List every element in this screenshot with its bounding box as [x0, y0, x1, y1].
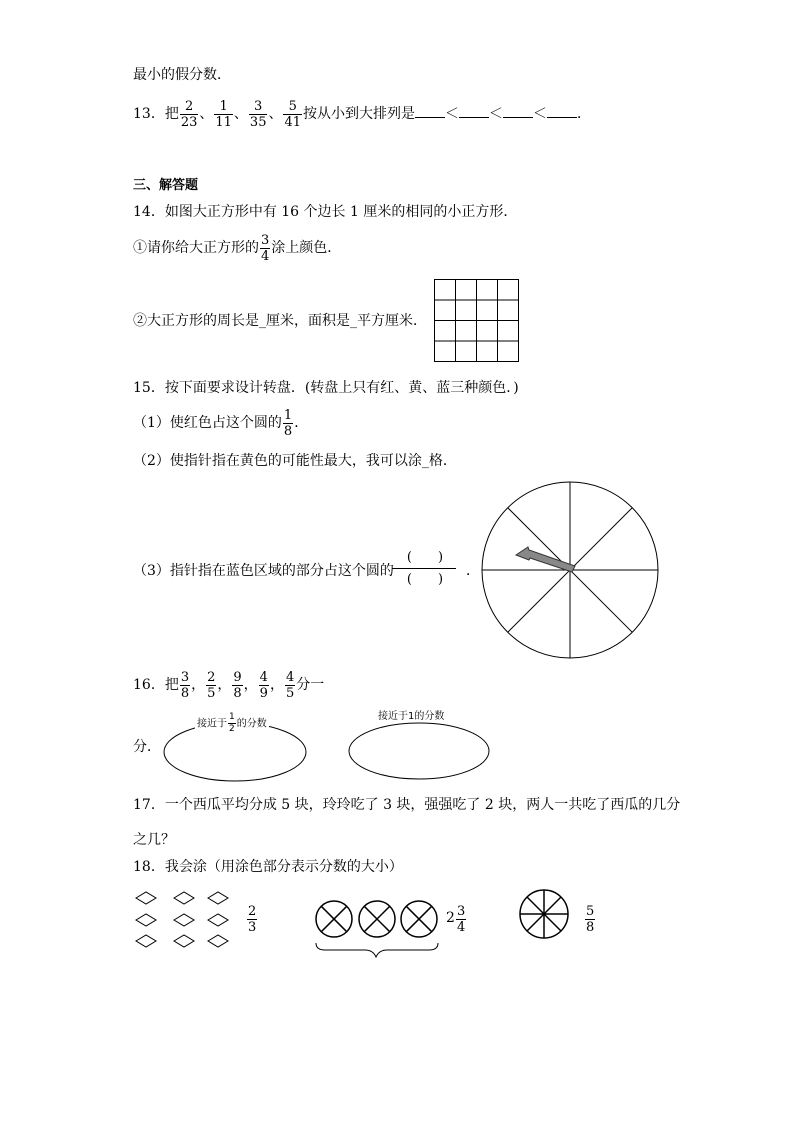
spinner-pointer: [516, 547, 575, 572]
q16-frac-2: $\frac{2}{5}$: [207, 669, 216, 701]
q18-frac-1: $\frac{2}{3}$: [248, 904, 257, 935]
q14-text: 14．如图大正方形中有 16 个边长 1 厘米的相同的小正方形．: [133, 204, 518, 220]
oval-near-half-label: 接近于 $\frac{1}{2}$ 的分数: [197, 712, 267, 734]
q16-frac-1: $\frac{3}{8}$: [180, 669, 190, 701]
q14-fraction: $\frac{3}{4}$: [261, 232, 270, 264]
q13-frac-2: $\frac{1}{11}$: [215, 98, 232, 130]
q13-frac-4: $\frac{5}{41}$: [284, 98, 302, 130]
diamonds-figure: [134, 888, 234, 952]
brace-icon: [316, 943, 438, 957]
answer-blank[interactable]: [503, 105, 533, 118]
q16-frac-5: $\frac{4}{5}$: [285, 669, 295, 701]
eight-part-circle-figure: [518, 888, 570, 940]
spinner-wheel: [480, 481, 660, 661]
answer-blank[interactable]: [459, 105, 489, 118]
q13-frac-1: $\frac{2}{23}$: [180, 98, 198, 130]
question-13: 13．把 $\frac{2}{23}$ 、 $\frac{1}{11}$ 、 $\frac{3}{35}$ 、 $\frac{5}{41}$ 按从小到大排列是 ＜ ＜ ＜ ．: [133, 98, 592, 130]
answer-blank[interactable]: [415, 105, 445, 118]
q17-line2: 之几？: [133, 832, 175, 848]
q16-frac-3: $\frac{9}{8}$: [233, 669, 242, 701]
q13-suffix: 按从小到大排列是: [303, 106, 416, 122]
q15-fraction: $\frac{1}{8}$: [283, 407, 293, 439]
q15-blank-denominator[interactable]: ( ): [406, 572, 444, 587]
section-title: 三、解答题: [133, 178, 199, 193]
question-16: 16．把 $\frac{3}{8}$ ， $\frac{2}{5}$ ， $\frac{9}{8}$ ， $\frac{4}{9}$ ， $\frac{4}{5}$ 分一: [133, 669, 325, 701]
q14-part2: ②大正方形的周长是_厘米，面积是_平方厘米．: [133, 313, 427, 329]
oval-near-one-label: 接近于1的分数: [378, 711, 445, 722]
q17-line1: 17．一个西瓜平均分成 5 块，玲玲吃了 3 块，强强吃了 2 块，两人一共吃了西瓜的几分: [133, 797, 681, 813]
crossed-circles-figure: [313, 897, 441, 959]
q15-part3: （3）指针指在蓝色区域的部分占这个圆的: [133, 563, 394, 579]
q15-part1: （1）使红色占这个圆的 $\frac{1}{8}$ ．: [133, 407, 309, 439]
q15-blank-numerator[interactable]: ( ): [406, 550, 444, 565]
q16-frac-4: $\frac{4}{9}$: [259, 669, 268, 701]
q12-tail: 最小的假分数．: [133, 67, 231, 83]
oval-near-one[interactable]: [347, 721, 491, 781]
q15-text: 15．按下面要求设计转盘．(转盘上只有红、黄、蓝三种颜色．): [133, 380, 519, 396]
q15-part3-end: ．: [466, 563, 480, 579]
q13-frac-3: $\frac{3}{35}$: [249, 98, 267, 130]
q16-line2: 分．: [133, 739, 161, 755]
answer-blank[interactable]: [547, 105, 577, 118]
fraction-bar: [392, 568, 456, 569]
q18-mixed-whole: 2: [446, 910, 455, 926]
q13-prefix: 13．把: [133, 106, 179, 122]
q18-text: 18．我会涂（用涂色部分表示分数的大小）: [133, 859, 403, 875]
q15-part2: （2）使指针指在黄色的可能性最大，我可以涂_格．: [133, 453, 457, 469]
q14-part1: ①请你给大正方形的 $\frac{3}{4}$ 涂上颜色．: [133, 232, 342, 264]
q18-frac-2: $\frac{3}{4}$: [457, 904, 466, 935]
grid-square-figure: [434, 279, 520, 363]
q18-frac-3: $\frac{5}{8}$: [586, 904, 595, 935]
